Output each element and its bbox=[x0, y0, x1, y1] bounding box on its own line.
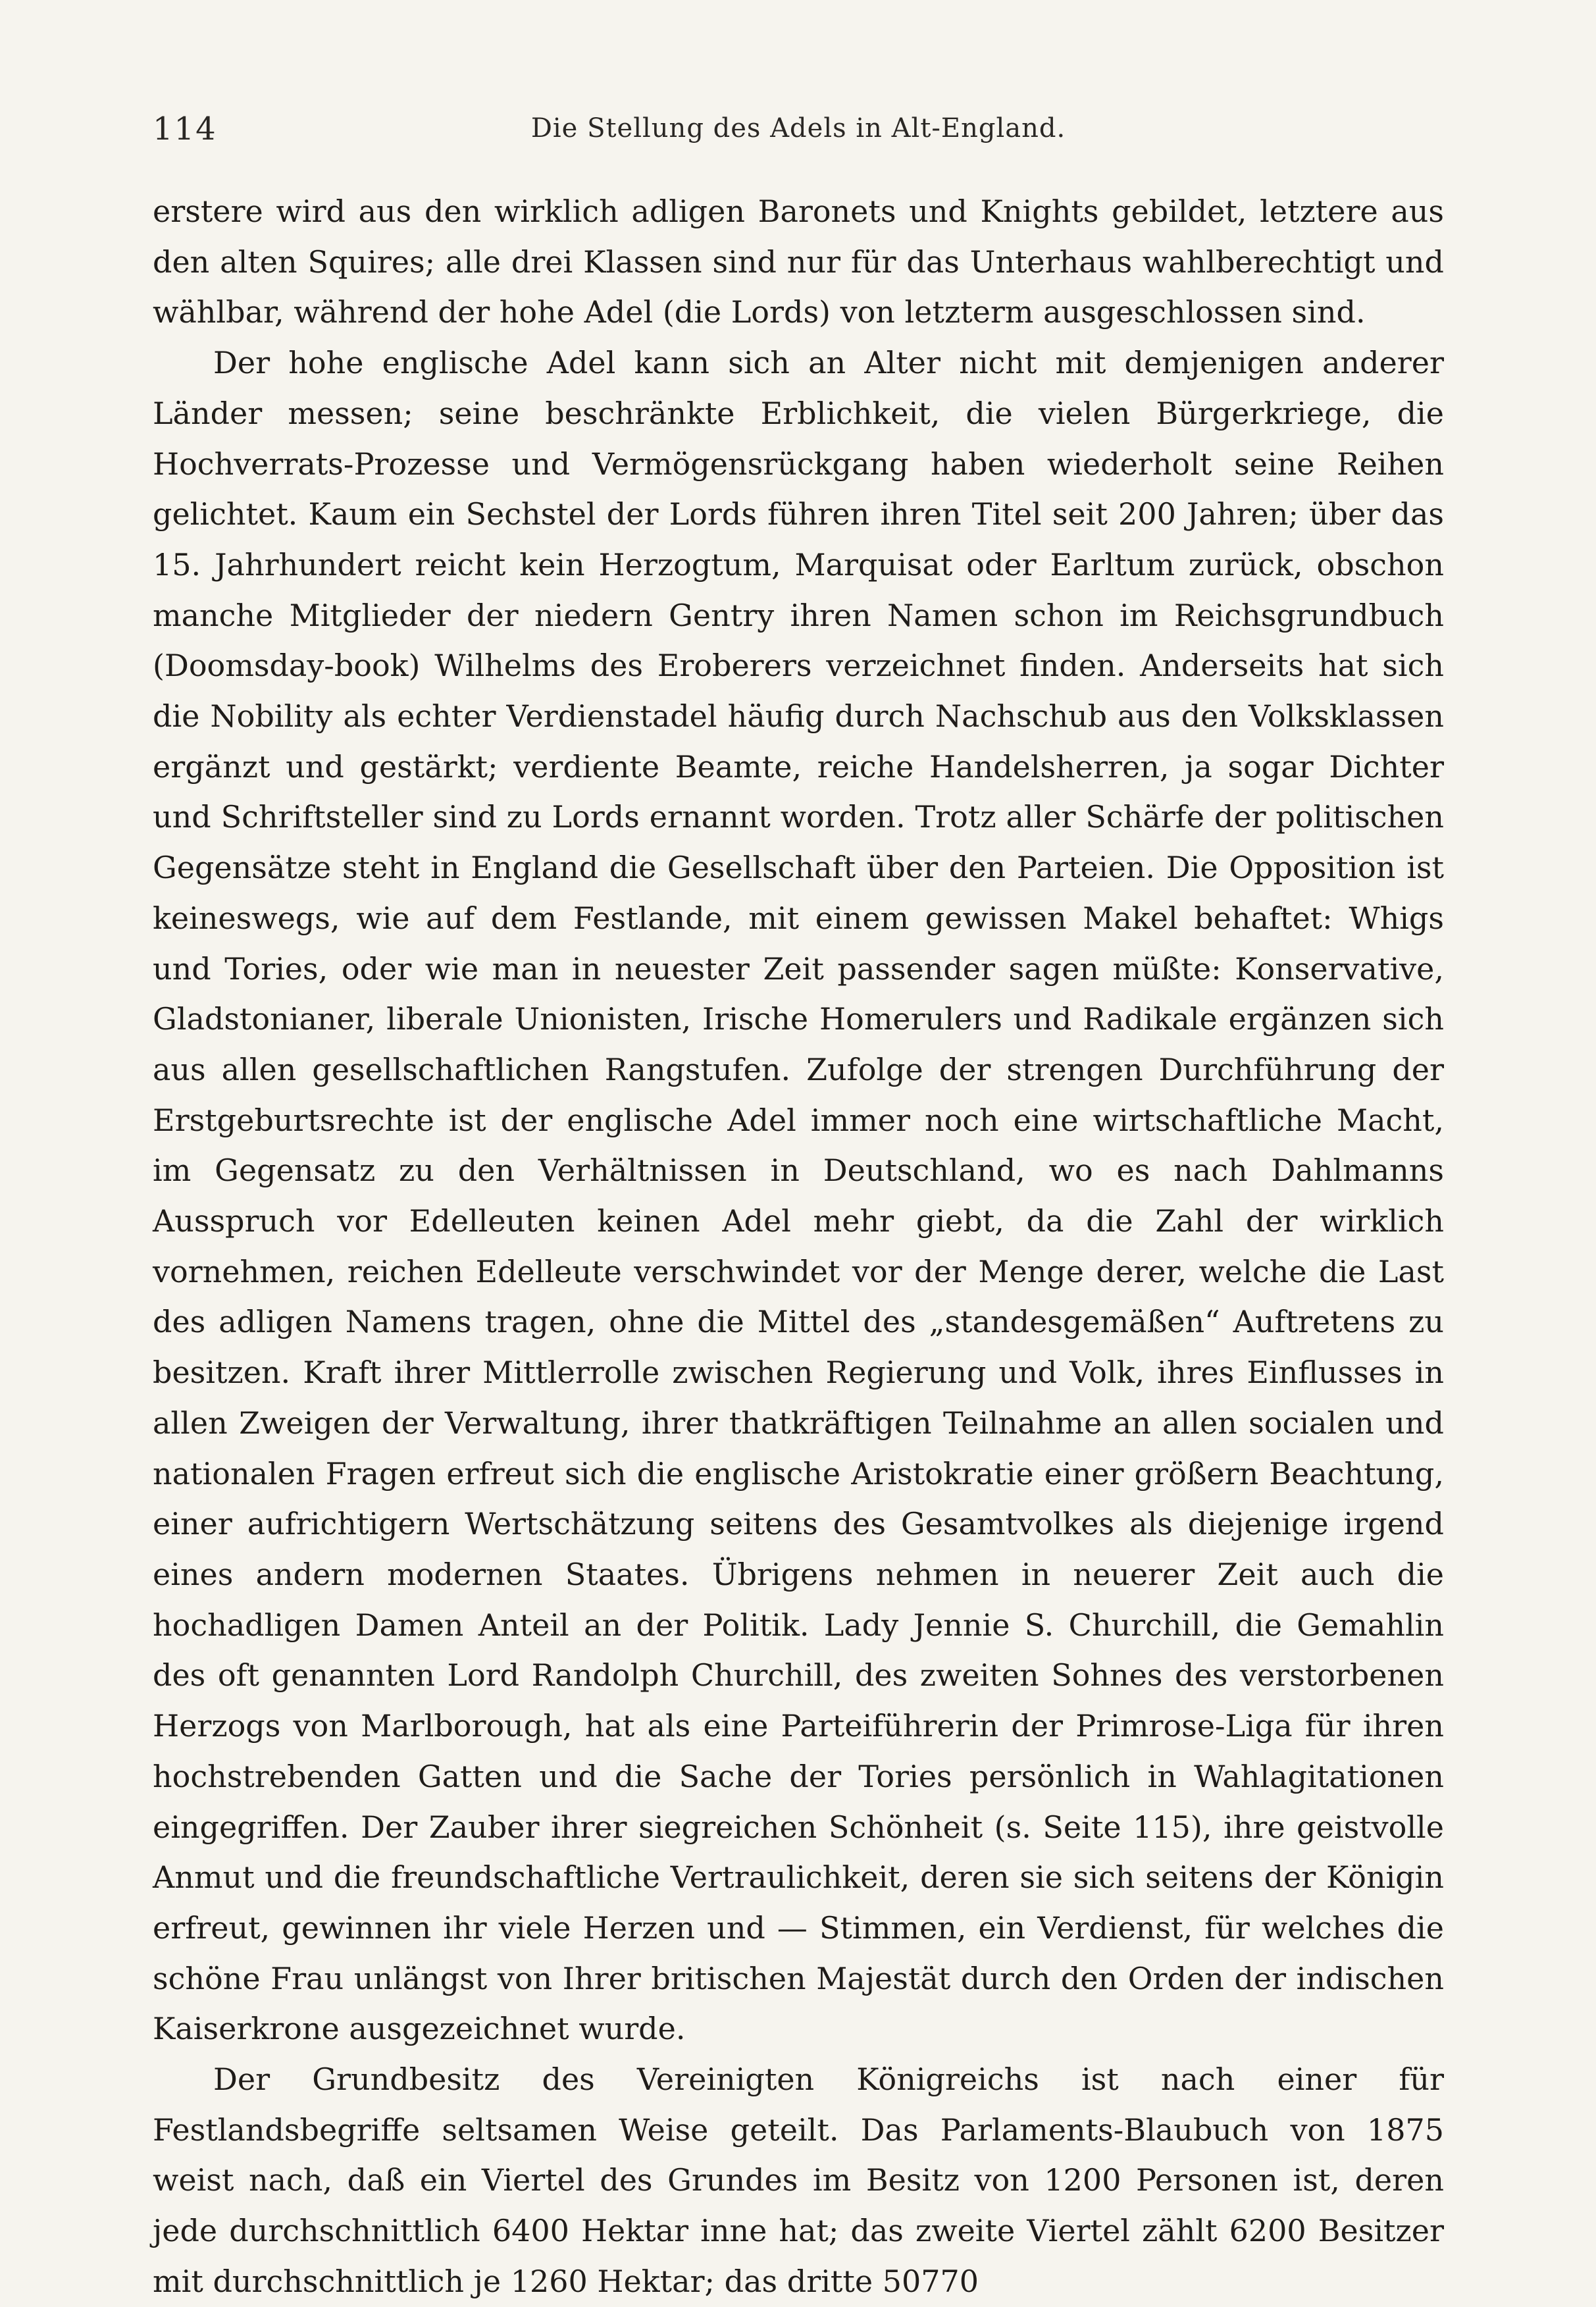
running-title: Die Stellung des Adels in Alt-England. bbox=[530, 113, 1066, 143]
paragraph-adel: Der hohe englische Adel kann sich an Alter nicht mit demjenigen anderer Länder messen; seine beschränkte Erblichkeit, die vielen Bürgerkriege, die Hochverrats-Prozesse und Vermögensrückgang haben wiederholt seine Reihen gelichtet. Kaum ein Sechstel der Lords führen ihren Titel seit 200 Jahren; über das 15. Jahrhundert reicht kein Herzogtum, Marquisat oder Earltum zurück, obschon manche Mitglieder der niedern Gentry ihren Namen schon im Reichsgrundbuch (Doomsday-book) Wilhelms des Eroberers verzeichnet finden. Anderseits hat sich die Nobility als echter Verdienstadel häufig durch Nachschub aus den Volksklassen ergänzt und gestärkt; verdiente Beamte, reiche Handelsherren, ja sogar Dichter und Schriftsteller sind zu Lords ernannt worden. Trotz aller Schärfe der politischen Gegensätze steht in England die Gesellschaft über den Parteien. Die Opposition ist keineswegs, wie auf dem Festlande, mit einem gewissen Makel behaftet: Whigs und Tories, oder wie man in neuester Zeit passender sagen müßte: Konservative, Gladstonianer, liberale Unionisten, Irische Homerulers und Radikale ergänzen sich aus allen gesellschaftlichen Rangstufen. Zufolge der strengen Durchführung der Erstgeburtsrechte ist der englische Adel immer noch eine wirtschaftliche Macht, im Gegensatz zu den Verhältnissen in Deutschland, wo es nach Dahlmanns Ausspruch vor Edelleuten keinen Adel mehr giebt, da die Zahl der wirklich vornehmen, reichen Edelleute verschwindet vor der Menge derer, welche die Last des adligen Namens tragen, ohne die Mittel des „standesgemäßen“ Auftretens zu besitzen. Kraft ihrer Mittlerrolle zwischen Regierung und Volk, ihres Einflusses in allen Zweigen der Verwaltung, ihrer thatkräftigen Teilnahme an allen socialen und nationalen Fragen erfreut sich die englische Aristokratie einer größern Beachtung, einer aufrichtigern Wertschätzung seitens des Gesamtvolkes als diejenige irgend eines andern modernen Staates. Übrigens nehmen in neuerer Zeit auch die hochadligen Damen Anteil an der Politik. Lady Jennie S. Churchill, die Gemahlin des oft genannten Lord Randolph Churchill, des zweiten Sohnes des verstorbenen Herzogs von Marlborough, hat als eine Parteiführerin der Primrose-Liga für ihren hochstrebenden Gatten und die Sache der Tories persönlich in Wahlagitationen eingegriffen. Der Zauber ihrer siegreichen Schönheit (s. Seite 115), ihre geistvolle Anmut und die freundschaftliche Vertraulichkeit, deren sie sich seitens der Königin erfreut, gewinnen ihr viele Herzen und — Stimmen, ein Verdienst, für welches die schöne Frau unlängst von Ihrer britischen Majestät durch den Orden der indischen Kaiserkrone ausgezeichnet wurde. bbox=[153, 345, 1444, 2047]
paragraph-continued: erstere wird aus den wirklich adligen Baronets und Knights gebildet, letztere aus den alten Squires; alle drei Klassen sind nur für das Unterhaus wahlberechtigt und wählbar, während der hohe Adel (die Lords) von letzterm ausgeschlossen sind. bbox=[153, 194, 1444, 330]
paragraph-grundbesitz: Der Grundbesitz des Vereinigten Königreichs ist nach einer für Festlandsbegriffe seltsamen Weise geteilt. Das Parlaments-Blaubuch von 1875 weist nach, daß ein Viertel des Grundes im Besitz von 1200 Personen ist, deren jede durchschnittlich 6400 Hektar inne hat; das zweite Viertel zählt 6200 Besitzer mit durchschnittlich je 1260 Hektar; das dritte 50770 bbox=[153, 2061, 1444, 2299]
body-text bbox=[153, 186, 1444, 2307]
page-number: 114 bbox=[153, 111, 217, 147]
running-head bbox=[153, 111, 1444, 150]
